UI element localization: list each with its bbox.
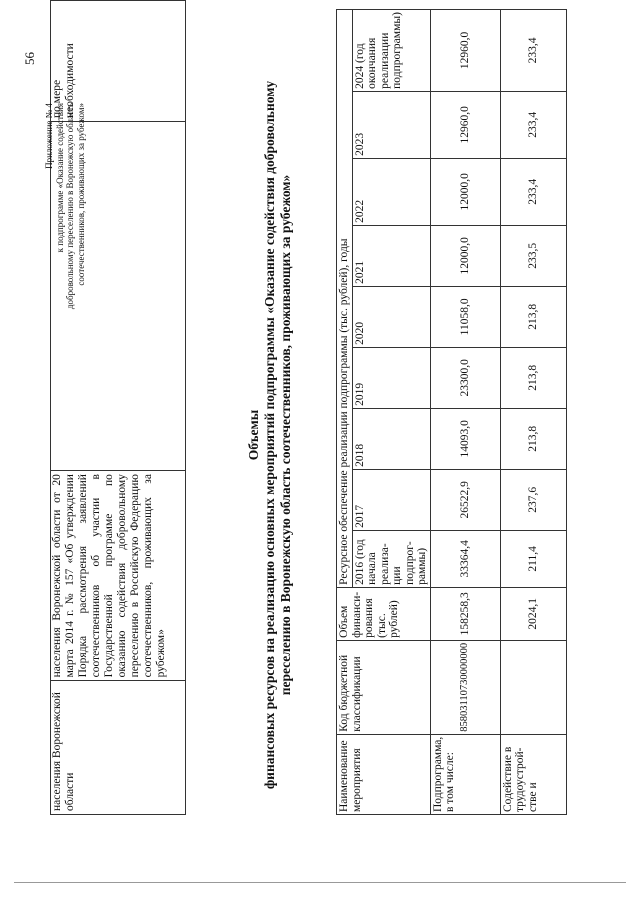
header-total-volume: Объем финанси-рования (тыс. рублей) [337, 587, 431, 640]
appendix-note [44, 103, 86, 381]
row-employment-2022: 233,4 [500, 158, 566, 225]
page-number: 56 [22, 52, 37, 65]
header-resource-provision: Ресурсное обеспечение реализации подпрограммы (тыс. рублей), годы [337, 10, 353, 588]
row-subprogram-2019: 23300,0 [430, 347, 500, 408]
row-employment-code [500, 640, 566, 734]
row-employment-2018: 213,8 [500, 408, 566, 469]
row-subprogram-2024: 12960,0 [430, 10, 500, 92]
fragment-cell-4: по мере необходимости [51, 1, 186, 122]
header-year-2018: 2018 [352, 408, 430, 469]
fragment-cell-2: населения Воронежской области от 20 марта 2014 г. № 157 «Об утверждении Порядка рассмотрения заявлений соотечественников об участии в Государственной программе по оказанию содействия добровольному переселению в Российскую Федерацию соотечественников, проживающих за рубежом» [51, 471, 186, 681]
row-subprogram-2017: 26522,9 [430, 469, 500, 530]
row-employment-2016: 211,4 [500, 530, 566, 587]
appendix-line: добровольному переселению в Воронежскую область [65, 103, 75, 310]
page-edge-line [14, 881, 626, 883]
header-year-2019: 2019 [352, 347, 430, 408]
row-employment-2017: 237,6 [500, 469, 566, 530]
header-year-2016: 2016 (год начала реализа-ции подпрог-раммы) [352, 530, 430, 587]
title-line: Объемы [246, 409, 261, 461]
row-subprogram-2022: 12000,0 [430, 158, 500, 225]
appendix-line: к подпрограмме «Оказание содействия [54, 103, 65, 253]
row-employment-total: 2024,1 [500, 587, 566, 640]
row-subprogram-name: Подпрограмма, в том числе: [430, 734, 500, 814]
header-year-2022: 2022 [352, 158, 430, 225]
row-subprogram-code: 85803110730000000 [430, 640, 500, 734]
row-employment-2019: 213,8 [500, 347, 566, 408]
row-subprogram-2018: 14093,0 [430, 408, 500, 469]
row-employment-name: Содействие в трудоустрой-стве и [500, 734, 566, 814]
row-employment-2020: 213,8 [500, 286, 566, 347]
fragment-cell-1: населения Воронежской области [51, 681, 186, 815]
header-year-2020: 2020 [352, 286, 430, 347]
row-subprogram-2020: 11058,0 [430, 286, 500, 347]
row-subprogram-2023: 12960,0 [430, 91, 500, 158]
header-year-2021: 2021 [352, 225, 430, 286]
header-activity-name: Наименование мероприятия [337, 734, 431, 814]
row-employment-2024: 233,4 [500, 10, 566, 92]
title-line: переселению в Воронежскую область соотечественников, проживающих за рубежом» [278, 174, 293, 696]
title-line: финансовых ресурсов на реализацию основных мероприятий подпрограммы «Оказание содействия добровольному [262, 80, 277, 790]
header-year-2024: 2024 (год окончания реализации подпрограммы) [352, 10, 430, 92]
row-subprogram-2016: 33364,4 [430, 530, 500, 587]
header-budget-code: Код бюджетной классификации [337, 640, 431, 734]
row-employment-2021: 233,5 [500, 225, 566, 286]
resources-table [336, 9, 567, 815]
document-title [246, 29, 294, 841]
appendix-number: Приложение № 4 [44, 103, 54, 169]
header-year-2017: 2017 [352, 469, 430, 530]
row-subprogram-2021: 12000,0 [430, 225, 500, 286]
header-year-2023: 2023 [352, 91, 430, 158]
row-subprogram-total: 158258,3 [430, 587, 500, 640]
row-employment-2023: 233,4 [500, 91, 566, 158]
appendix-line: соотечественников, проживающих за рубежом» [75, 103, 86, 286]
